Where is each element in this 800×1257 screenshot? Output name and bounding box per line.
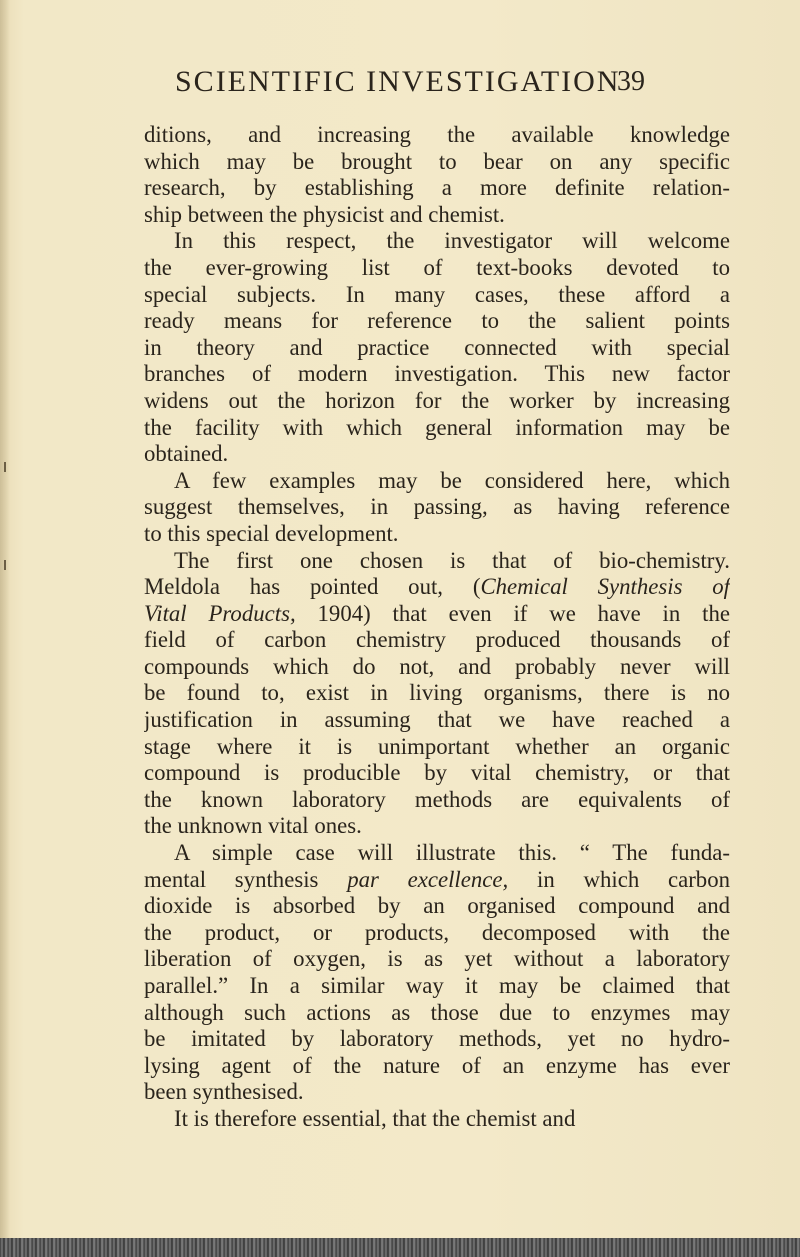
text-line: dioxide is absorbed by an organised compound and bbox=[144, 893, 730, 919]
text-line: to this special development. bbox=[144, 520, 399, 546]
book-title-italic: Chemical Synthesis of bbox=[480, 574, 730, 600]
text-line: the ever-growing list of text-books devoted to bbox=[144, 254, 730, 280]
page-number: 39 bbox=[617, 66, 645, 97]
book-title-italic: Vital Products, bbox=[144, 600, 296, 626]
running-head bbox=[175, 62, 645, 102]
text-line: obtained. bbox=[144, 441, 229, 467]
text-line: be found to, exist in living organisms, there is no bbox=[144, 680, 730, 706]
phrase-italic: par excellence, bbox=[347, 866, 509, 892]
text-line: A few examples may be considered here, which bbox=[174, 467, 730, 493]
text-line: special subjects. In many cases, these afford a bbox=[144, 281, 730, 307]
text-line: the product, or products, decomposed with the bbox=[144, 919, 730, 945]
scan-edge-band bbox=[0, 1238, 800, 1257]
gutter-shadow bbox=[0, 0, 10, 1257]
text-line: branches of modern investigation. This new factor bbox=[144, 361, 730, 387]
text-line: The first one chosen is that of bio-chemistry. bbox=[174, 547, 730, 573]
text-line: the known laboratory methods are equivalents of bbox=[144, 786, 730, 812]
text-line: the facility with which general information may be bbox=[144, 414, 730, 440]
text-line: which may be brought to bear on any specific bbox=[144, 148, 730, 174]
text-line: field of carbon chemistry produced thousands of bbox=[144, 627, 730, 653]
text-line: justification in assuming that we have reached a bbox=[144, 707, 730, 733]
text-line: parallel.” In a similar way it may be claimed that bbox=[144, 973, 730, 998]
text-line-mixed bbox=[144, 867, 730, 894]
text-segment: in which carbon bbox=[537, 866, 730, 892]
text-line: ready means for reference to the salient points bbox=[144, 308, 730, 334]
text-segment: ( bbox=[472, 574, 481, 600]
edge-mark bbox=[4, 560, 6, 570]
text-line: research, by establishing a more definite relation- bbox=[144, 175, 730, 201]
body-text bbox=[144, 122, 730, 1133]
text-line: although such actions as those due to enzymes may bbox=[144, 999, 730, 1025]
text-segment: mental synthesis bbox=[144, 866, 319, 892]
edge-mark bbox=[4, 462, 6, 472]
text-line: lysing agent of the nature of an enzyme has ever bbox=[144, 1052, 730, 1078]
text-line: been synthesised. bbox=[144, 1079, 304, 1105]
text-line-mixed bbox=[144, 574, 730, 601]
text-line: In this respect, the investigator will welcome bbox=[174, 228, 730, 254]
text-line: compound is producible by vital chemistry, or that bbox=[144, 760, 730, 786]
text-line: suggest themselves, in passing, as having reference bbox=[144, 494, 730, 520]
text-line: A simple case will illustrate this. “ The funda- bbox=[174, 840, 730, 866]
text-line: be imitated by laboratory methods, yet no hydro- bbox=[144, 1026, 730, 1052]
text-line: liberation of oxygen, is as yet without a laboratory bbox=[144, 946, 730, 972]
text-line: It is therefore essential, that the chemist and bbox=[174, 1105, 576, 1131]
text-line-mixed bbox=[144, 601, 730, 628]
text-line: ditions, and increasing the available knowledge bbox=[144, 122, 730, 147]
text-line: in theory and practice connected with special bbox=[144, 334, 730, 360]
text-line: stage where it is unimportant whether an organic bbox=[144, 733, 730, 759]
text-line: the unknown vital ones. bbox=[144, 813, 362, 839]
text-segment: 1904) that even if we have in the bbox=[317, 600, 730, 626]
text-segment: Meldola has pointed out, bbox=[144, 574, 444, 600]
text-line: widens out the horizon for the worker by increasing bbox=[144, 387, 730, 413]
text-line: compounds which do not, and probably never will bbox=[144, 653, 730, 679]
text-line: ship between the physicist and chemist. bbox=[144, 201, 505, 227]
running-head-title: SCIENTIFIC INVESTIGATION bbox=[175, 65, 621, 98]
